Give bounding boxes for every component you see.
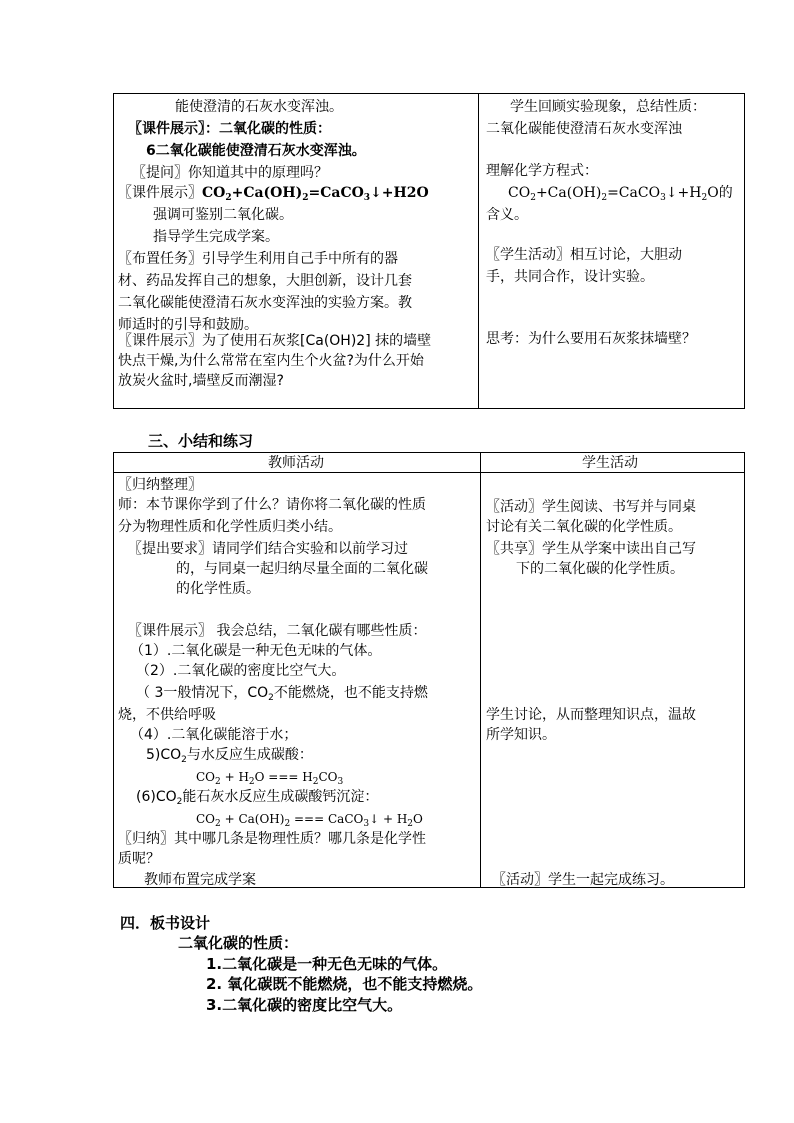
- teacher-text-line: 二氧化碳能使澄清石灰水变浑浊的实验方案。教: [118, 295, 412, 311]
- teacher-text-line: 快点干燥,为什么常常在室内生个火盆?为什么开始: [118, 353, 424, 369]
- teacher-text-line: 〖提出要求〗请同学们结合实验和以前学习过: [128, 541, 408, 557]
- table-header-divider: [113, 472, 745, 473]
- student-text-line: 含义。: [486, 207, 528, 223]
- teacher-text-line: 的化学性质。: [176, 581, 260, 597]
- student-text-line: 讨论有关二氧化碳的化学性质。: [486, 519, 682, 535]
- student-text-line: 思考：为什么要用石灰浆抹墙壁？: [486, 331, 696, 347]
- student-text-line: $CO_2+Ca(OH)_2=CaCO_3↓+H_2O$的: [508, 185, 733, 203]
- student-text-line: 〖活动〗学生一起完成练习。: [492, 872, 674, 888]
- teacher-text-line: [118, 184, 429, 202]
- equation-limewater: $CO_2 + Ca(OH)_2$ === CaCO$_3$↓ + $H_2O$: [196, 812, 423, 829]
- reaction-equation: $CO_2+Ca(OH)_2=CaCO_3↓+H2O$: [202, 185, 429, 203]
- reaction-equation: $CO_2+Ca(OH)_2=CaCO_3↓+H_2O$: [508, 185, 719, 203]
- board-title: 二氧化碳的性质：: [178, 934, 299, 952]
- courseware-label: 〖课件展示〗: [118, 185, 202, 201]
- student-text-line: 〖活动〗学生阅读、书写并与同桌: [486, 499, 696, 515]
- teacher-text-line: 6二氧化碳能使澄清石灰水变浑浊。: [146, 143, 366, 159]
- teacher-text-line: （1）.二氧化碳是一种无色无味的气体。: [130, 643, 382, 659]
- student-text-line: 〖共享〗学生从学案中读出自己写: [486, 541, 696, 557]
- column-header-teacher: 教师活动: [268, 455, 324, 471]
- student-text-line: 学生回顾实验现象，总结性质：: [510, 99, 706, 115]
- student-text-line: 所学知识。: [486, 727, 556, 743]
- teacher-text-line: 教师布置完成学案: [144, 872, 256, 888]
- teacher-text-line: 〖课件展示〗 我会总结，二氧化碳有哪些性质：: [128, 623, 427, 639]
- student-text-line: 学生讨论，从而整理知识点，温故: [486, 707, 696, 723]
- table-divider: [478, 93, 479, 409]
- teacher-text-line: 指导学生完成学案。: [153, 229, 279, 245]
- teacher-text-line: 〖归纳〗其中哪几条是物理性质？哪几条是化学性: [118, 831, 426, 847]
- teacher-text-line: 〖布置任务〗引导学生利用自己手中所有的器: [118, 251, 398, 267]
- teacher-text-line: 〖提问〗你知道其中的原理吗？: [132, 165, 328, 181]
- section-title: 三、小结和练习: [148, 432, 254, 450]
- student-text-line: 〖学生活动〗相互讨论，大胆动: [486, 247, 682, 263]
- section-title: 四．板书设计: [120, 914, 211, 932]
- teacher-text-line: 材、药品发挥自己的想象，大胆创新，设计几套: [118, 273, 412, 289]
- student-text-line: 下的二氧化碳的化学性质。: [516, 561, 684, 577]
- teacher-text-line: 〖归纳整理〗: [118, 477, 202, 493]
- equation-carbonic-acid: $CO_2 + H_2O$ === $H_2CO_3$: [196, 770, 344, 787]
- teacher-text-line: 能使澄清的石灰水变浑浊。: [175, 99, 343, 115]
- student-text-line: 手，共同合作，设计实验。: [486, 269, 654, 285]
- teacher-text-line: （ 3一般情况下，$CO_2$不能燃烧，也不能支持燃: [136, 685, 428, 703]
- teacher-text-line: $(6)CO_2$能石灰水反应生成碳酸钙沉淀：: [136, 789, 379, 807]
- teacher-text-line: 放炭火盆时,墙壁反而潮湿?: [118, 373, 284, 389]
- column-header-student: 学生活动: [582, 455, 638, 471]
- teacher-text-line: （4）.二氧化碳能溶于水；: [130, 727, 298, 743]
- teacher-text-line: $5)CO_2$与水反应生成碳酸：: [146, 747, 313, 765]
- teacher-text-line: 〖课件展示〗为了使用石灰浆[Ca(OH)2] 抹的墙壁: [118, 333, 432, 349]
- teacher-text-line: 质呢？: [118, 851, 160, 867]
- board-line: 1.二氧化碳是一种无色无味的气体。: [206, 955, 448, 973]
- teacher-text-line: （2）.二氧化碳的密度比空气大。: [136, 663, 346, 679]
- board-line: 2. 氧化碳既不能燃烧，也不能支持燃烧。: [206, 975, 483, 993]
- teacher-text-line: 的，与同桌一起归纳尽量全面的二氧化碳: [176, 561, 428, 577]
- teacher-text-line: 师：本节课你学到了什么？请你将二氧化碳的性质: [118, 497, 426, 513]
- board-line: 3.二氧化碳的密度比空气大。: [206, 996, 403, 1014]
- teacher-text-line: 分为物理性质和化学性质归类小结。: [118, 519, 342, 535]
- table-divider: [480, 452, 481, 888]
- teacher-text-line: 师适时的引导和鼓励。: [118, 317, 258, 333]
- teacher-text-line: 〖课件展示〗：二氧化碳的性质：: [128, 121, 331, 137]
- teacher-text-line: 强调可鉴别二氧化碳。: [153, 207, 293, 223]
- student-text-line: 理解化学方程式：: [486, 163, 598, 179]
- teacher-text-line: 烧，不供给呼吸: [118, 707, 216, 723]
- student-text-line: 二氧化碳能使澄清石灰水变浑浊: [486, 121, 682, 137]
